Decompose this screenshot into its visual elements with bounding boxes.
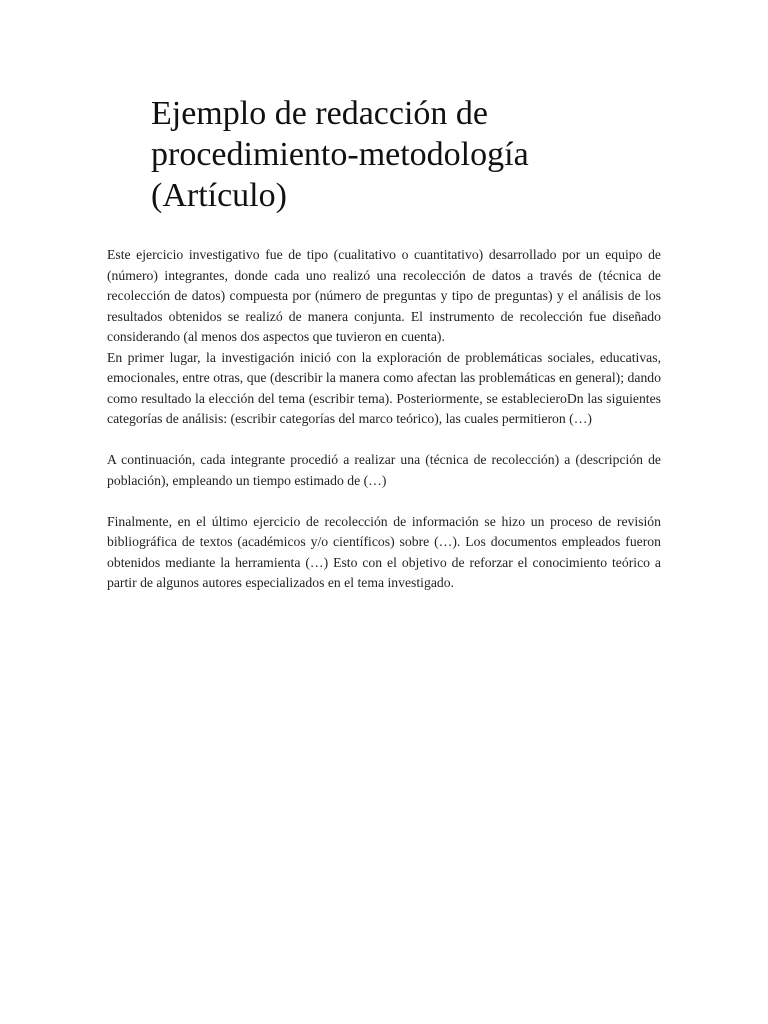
paragraph-2: En primer lugar, la investigación inició con la exploración de problemáticas sociales, educativas, emocionales, entre otras, que (describir la manera como afectan las problemáticas en general); dando como resultado la elección del tema (escribir tema). Posteriormente, se establecieroDn las siguientes categorías de análisis: (escribir categorías del marco teórico), las cuales permitieron (…)	[107, 349, 661, 426]
title-line-2: procedimiento-metodología	[151, 136, 529, 173]
paragraph-3: A continuación, cada integrante procedió a realizar una (técnica de recolección) a (descripción de población), empleando un tiempo estimado de (…)	[107, 452, 661, 488]
document-body	[107, 245, 661, 594]
title-line-3: (Artículo)	[151, 177, 287, 214]
title-line-1: Ejemplo de redacción de	[151, 95, 489, 132]
paragraph-1: Este ejercicio investigativo fue de tipo (cualitativo o cuantitativo) desarrollado por un equipo de (número) integrantes, donde cada uno realizó una recolección de datos a través de (técnica de recolección de datos) compuesta por (número de preguntas y tipo de preguntas) y el análisis de los resultados obtenidos se realizó de manera conjunta. El instrumento de recolección fue diseñado considerando (al menos dos aspectos que tuvieron en cuenta).	[107, 247, 661, 344]
paragraph-4: Finalmente, en el último ejercicio de recolección de información se hizo un proceso de revisión bibliográfica de textos (académicos y/o científicos) sobre (…). Los documentos empleados fueron obtenidos mediante la herramienta (…) Esto con el objetivo de reforzar el conocimiento teórico a partir de algunos autores especializados en el tema investigado.	[107, 513, 661, 590]
document-title	[151, 93, 671, 216]
